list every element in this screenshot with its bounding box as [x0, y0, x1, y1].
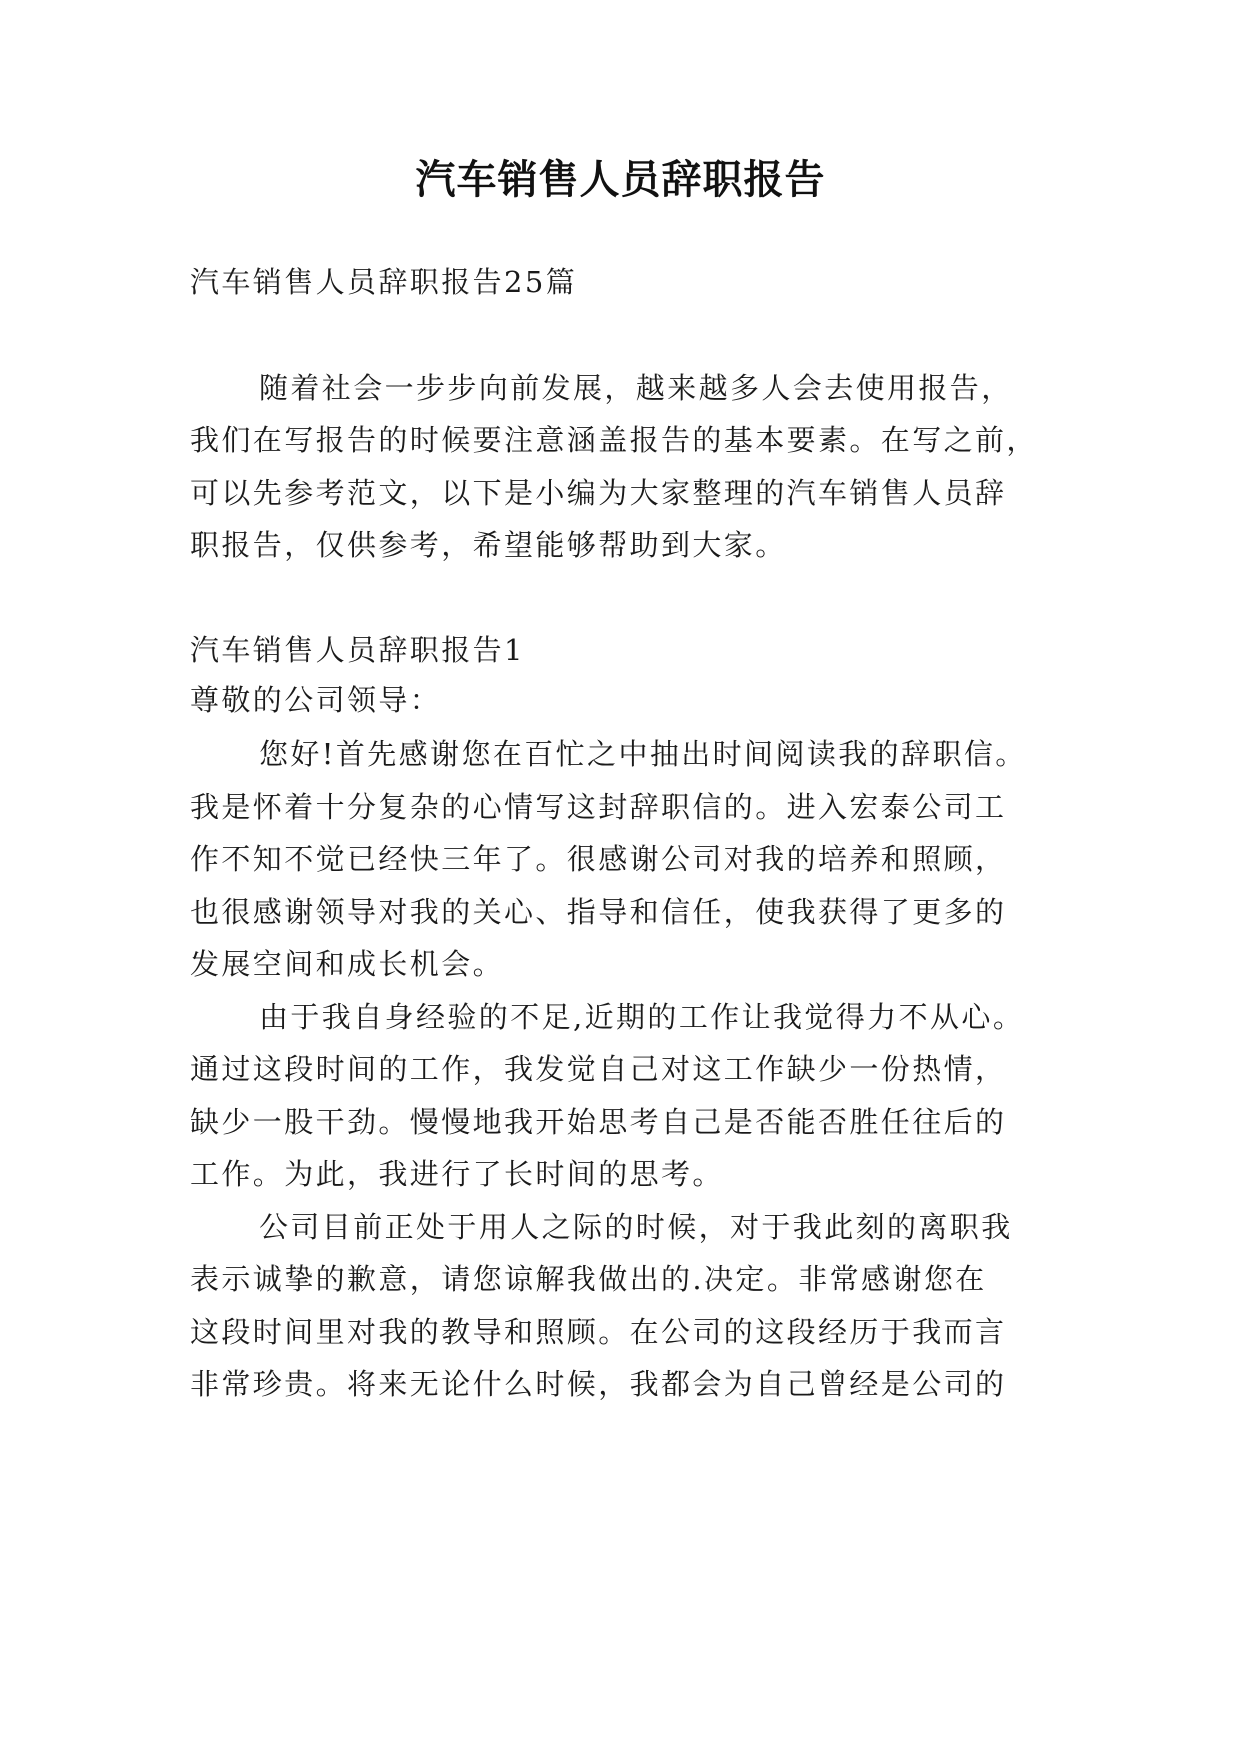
- intro-line: 随着社会一步步向前发展，越来越多人会去使用报告，: [259, 371, 1013, 405]
- intro-line: 职报告，仅供参考，希望能够帮助到大家。: [190, 528, 787, 562]
- document-title: 汽车销售人员辞职报告: [415, 156, 826, 203]
- paragraph-line: 发展空间和成长机会。: [190, 947, 505, 981]
- paragraph-line: 也很感谢领导对我的关心、指导和信任，使我获得了更多的: [190, 895, 1007, 929]
- paragraph-line: 由于我自身经验的不足,近期的工作让我觉得力不从心。: [259, 1000, 1025, 1034]
- paragraph-line: 您好!首先感谢您在百忙之中抽出时间阅读我的辞职信。: [259, 737, 1027, 771]
- paragraph-line: 表示诚挚的歉意，请您谅解我做出的.决定。非常感谢您在: [190, 1262, 987, 1296]
- paragraph-line: 这段时间里对我的教导和照顾。在公司的这段经历于我而言: [190, 1315, 1007, 1349]
- salutation: 尊敬的公司领导：: [190, 683, 442, 717]
- paragraph-line: 公司目前正处于用人之际的时候，对于我此刻的离职我: [259, 1210, 1013, 1244]
- intro-line: 可以先参考范文，以下是小编为大家整理的汽车销售人员辞: [190, 476, 1007, 510]
- section-heading: 汽车销售人员辞职报告1: [190, 633, 525, 667]
- paragraph-line: 作不知不觉已经快三年了。很感谢公司对我的培养和照顾，: [190, 842, 1007, 876]
- paragraph-line: 通过这段时间的工作，我发觉自己对这工作缺少一份热情，: [190, 1052, 1007, 1086]
- paragraph-line: 工作。为此，我进行了长时间的思考。: [190, 1157, 724, 1191]
- paragraph-line: 缺少一股干劲。慢慢地我开始思考自己是否能否胜任往后的: [190, 1105, 1007, 1139]
- document-subtitle: 汽车销售人员辞职报告25篇: [190, 265, 578, 299]
- paragraph-line: 我是怀着十分复杂的心情写这封辞职信的。进入宏泰公司工: [190, 790, 1007, 824]
- intro-line: 我们在写报告的时候要注意涵盖报告的基本要素。在写之前，: [190, 423, 1038, 457]
- paragraph-line: 非常珍贵。将来无论什么时候，我都会为自己曾经是公司的: [190, 1367, 1007, 1401]
